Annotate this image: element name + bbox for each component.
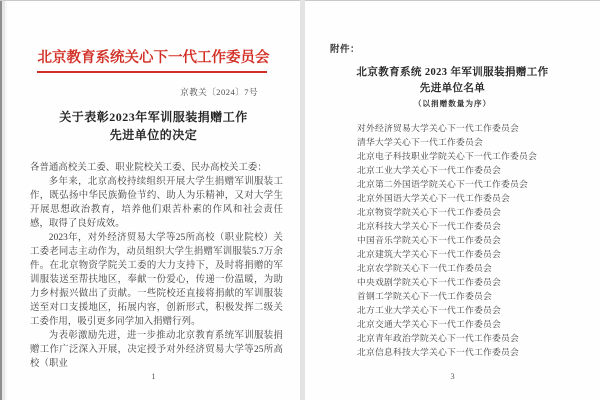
salutation: 各普通高校关工委、职业院校关工委、民办高校关工委： <box>30 163 267 173</box>
award-list-item: 北方工业大学关心下一代工作委员会 <box>357 305 501 315</box>
award-list-item: 北京建筑大学关心下一代工作委员会 <box>357 249 501 259</box>
body-paragraph: 为表彰激励先进，进一步推动北京教育系统军训服装捐赠工作广泛深入开展，决定授予对外经济贸易大学等25所高校（职业 <box>30 331 283 369</box>
attachment-label: 附件： <box>330 45 361 55</box>
award-list-item: 对外经济贸易大学关心下一代工作委员会 <box>357 123 519 133</box>
page-edge-shadow <box>0 0 7 400</box>
award-list-item: 首钢工学院关心下一代工作委员会 <box>357 291 492 301</box>
award-list-item: 北京科技大学关心下一代工作委员会 <box>357 221 501 231</box>
attachment-title-line1: 北京教育系统 2023 年军训服装捐赠工作 <box>356 67 549 78</box>
page-number: 1 <box>151 371 156 381</box>
attachment-title <box>305 65 600 97</box>
award-list-item: 北京外国语大学关心下一代工作委员会 <box>357 193 510 203</box>
body-paragraph: 多年来，北京高校持续组织开展大学生捐赠军训服装工作，既弘扬中华民族勤俭节约、助人为乐精神，又对大学生开展思想政治教育，培养他们艰苦朴素的作风和社会责任感，取得了良好成效。 <box>30 177 283 229</box>
award-list-item: 北京青年政治学院关心下一代工作委员会 <box>357 333 519 343</box>
decision-body <box>30 161 283 371</box>
page-1 <box>7 1 300 400</box>
page-3 <box>305 1 600 400</box>
award-list <box>357 121 592 359</box>
award-list-item: 北京物资学院关心下一代工作委员会 <box>357 207 501 217</box>
red-divider-line <box>37 71 267 73</box>
issuer-header: 北京教育系统关心下一代工作委员会 <box>37 50 270 66</box>
document-number: 京教关〔2024〕7号 <box>180 87 258 97</box>
body-paragraph: 2023年，对外经济贸易大学等25所高校（职业院校）关工委老同志主动作为，动员组织大学生捐赠军训服装5.7万余件。在北京物资学院关工委的大力支持下，及时将捐赠的军训服装送至帮扶地区，奉献一份爱心，传递一份温暖，为助力乡村振兴做出了贡献。一些院校还直接将捐献的军训服装送至对口支援地区，拓展内容，创新形式，积极发挥二级关工委作用，吸引更多同学加入捐赠行列。 <box>30 233 283 327</box>
award-list-item: 北京交通大学关心下一代工作委员会 <box>357 319 501 329</box>
award-list-item: 北京工业大学关心下一代工作委员会 <box>357 165 501 175</box>
award-list-item: 北京农学院关心下一代工作委员会 <box>357 263 492 273</box>
award-list-item: 北京第二外国语学院关心下一代工作委员会 <box>357 179 528 189</box>
page-number: 3 <box>450 371 455 381</box>
decision-title-line2: 先进单位的决定 <box>109 128 198 142</box>
decision-title-line1: 关于表彰2023年军训服装捐赠工作 <box>59 110 248 124</box>
award-list-item: 北京信息科技大学关心下一代工作委员会 <box>357 347 519 357</box>
award-list-item: 中央戏剧学院关心下一代工作委员会 <box>357 277 501 287</box>
award-list-item: 北京电子科技职业学院关心下一代工作委员会 <box>357 151 537 161</box>
decision-title <box>7 108 300 144</box>
attachment-subtitle: （以捐赠数量为序） <box>413 99 492 108</box>
award-list-item: 中国音乐学院关心下一代工作委员会 <box>357 235 501 245</box>
attachment-title-line2: 先进单位名单 <box>419 83 486 94</box>
award-list-item: 清华大学关心下一代工作委员会 <box>357 137 483 147</box>
